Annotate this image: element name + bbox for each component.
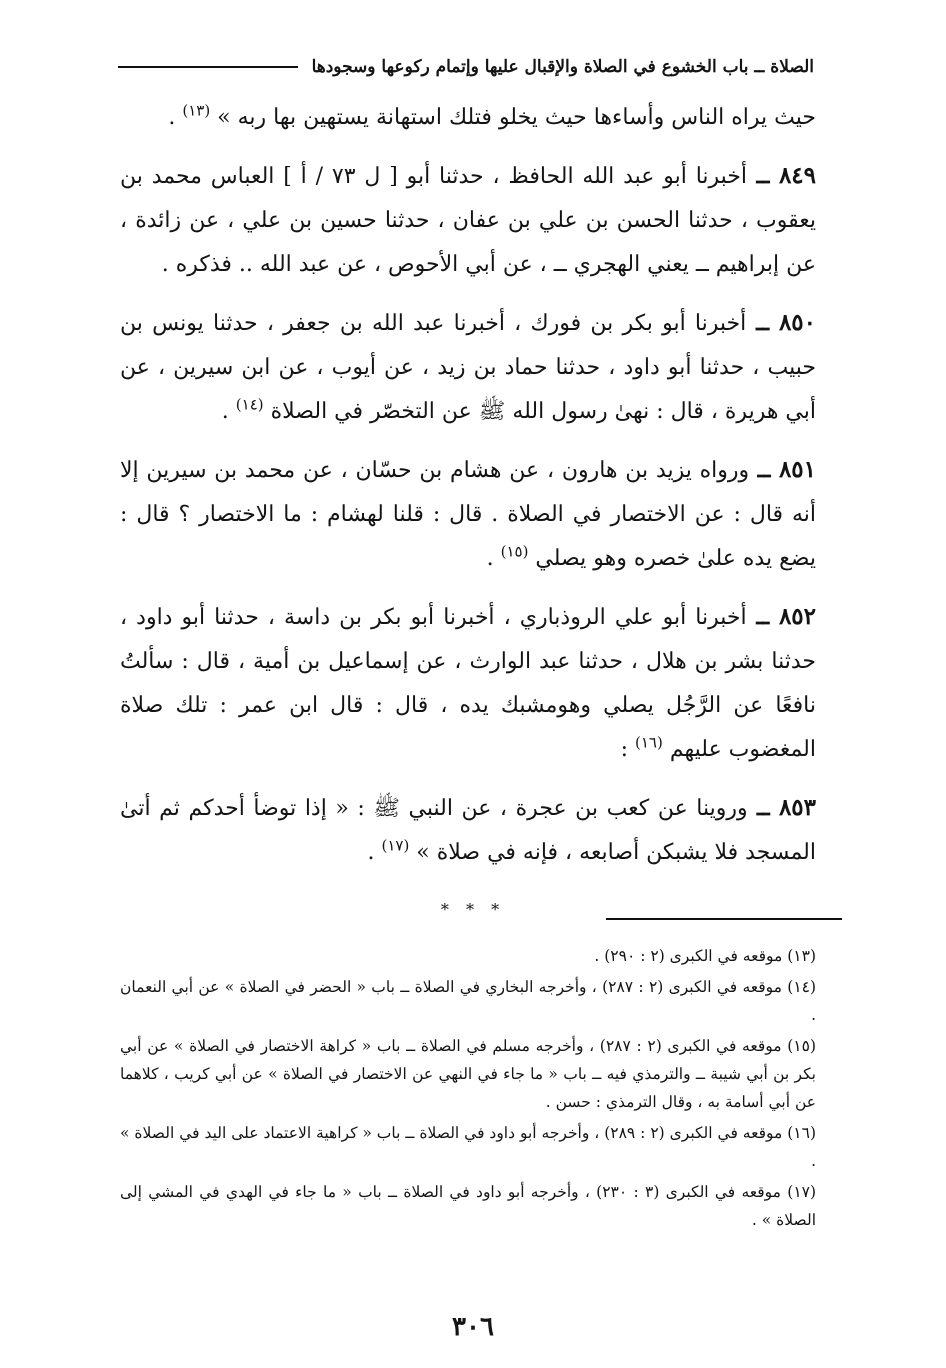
- footnote-14: (١٤) موقعه في الكبرى (٢ : ٢٨٧) ، وأخرجه البخاري في الصلاة ــ باب « الحضر في الصلاة » عن أبي النعمان .: [120, 978, 817, 1024]
- paragraph-end-punct: .: [486, 546, 501, 571]
- footnote-13: (١٣) موقعه في الكبرى (٢ : ٢٩٠) .: [594, 947, 816, 965]
- footnote-15: (١٥) موقعه في الكبرى (٢ : ٢٨٧) ، وأخرجه مسلم في الصلاة ــ باب « كراهة الاختصار في الصلاة » عن أبي بكر بن أبي شيبة ــ والترمذي فيه ــ باب « ما جاء في النهي عن الاختصار في الصلاة » عن أبي كريب ، كلاهما عن أبي أسامة به ، وقال الترمذي : حسن .: [120, 1037, 816, 1111]
- paragraph-text: أخبرنا أبو عبد الله الحافظ ، حدثنا أبو [ ل ٧٣ / أ ] العباس محمد بن يعقوب ، حدثنا الحسن بن علي بن عفان ، حدثنا حسين بن علي ، عن زائدة ، عن إبراهيم ــ يعني الهجري ــ ، عن أبي الأحوص ، عن عبد الله .. فذكره .: [120, 164, 816, 277]
- page-number: ٣٠٦: [452, 1312, 494, 1342]
- hadith-number: ٨٥٢: [778, 603, 816, 630]
- paragraph-continuation: [120, 96, 816, 140]
- paragraph-text: حيث يراه الناس وأساءها حيث يخلو فتلك استهانة يستهين بها ربه »: [217, 105, 816, 130]
- footnotes: [120, 942, 816, 1237]
- paragraph-text: ورواه يزيد بن هارون ، عن هشام بن حسّان ، عن محمد بن سيرين إلا أنه قال : عن الاختصار في الصلاة . قال : قلنا لهشام : ما الاختصار ؟ قال : يضع يده علىٰ خصره وهو يصلي: [120, 458, 816, 571]
- hadith-851: [120, 448, 816, 581]
- footnote-ref: (١٧): [381, 836, 410, 855]
- hadith-850: [120, 301, 816, 434]
- hadith-dash: ــ: [749, 457, 779, 483]
- footnote-17: (١٧) موقعه في الكبرى (٣ : ٢٣٠) ، وأخرجه أبو داود في الصلاة ــ باب « ما جاء في الهدي في المشي إلى الصلاة » .: [120, 1183, 817, 1229]
- footnote-ref: (١٥): [500, 542, 529, 561]
- hadith-853: [120, 786, 816, 875]
- hadith-dash: ــ: [746, 310, 779, 336]
- footnote-rule: [606, 918, 842, 920]
- running-head-title: الصلاة ــ باب الخشوع في الصلاة والإقبال عليها وإتمام ركوعها وسجودها: [311, 57, 814, 77]
- paragraph-end-punct: .: [221, 399, 236, 424]
- footnote-ref: (١٤): [235, 395, 264, 414]
- paragraph-text: أخبرنا أبو بكر بن فورك ، أخبرنا عبد الله بن جعفر ، حدثنا يونس بن حبيب ، حدثنا أبو داود ، حدثنا حماد بن زيد ، عن أيوب ، عن ابن سيرين ، عن أبي هريرة ، قال : نهىٰ رسول الله ﷺ عن التخصّر في الصلاة: [120, 311, 816, 424]
- hadith-849: [120, 154, 816, 287]
- hadith-number: ٨٥١: [778, 456, 816, 483]
- hadith-852: [120, 595, 816, 772]
- hadith-number: ٨٤٩: [778, 162, 816, 189]
- paragraph-end-punct: .: [367, 840, 382, 865]
- footnote-ref: (١٣): [182, 101, 211, 120]
- hadith-dash: ــ: [747, 163, 779, 189]
- paragraph-end-punct: .: [168, 105, 183, 130]
- section-separator: * * *: [440, 900, 506, 919]
- paragraph-end-punct: :: [620, 737, 636, 762]
- running-head: [118, 52, 814, 82]
- running-head-rule: [118, 66, 298, 68]
- paragraph-text: وروينا عن كعب بن عجرة ، عن النبي ﷺ : « إذا توضأ أحدكم ثم أتىٰ المسجد فلا يشبكن أصابعه ، فإنه في صلاة »: [120, 796, 816, 865]
- footnote-16: (١٦) موقعه في الكبرى (٢ : ٢٨٩) ، وأخرجه أبو داود في الصلاة ــ باب « كراهية الاعتماد على اليد في الصلاة » .: [120, 1124, 816, 1170]
- hadith-number: ٨٥٠: [778, 309, 816, 336]
- paragraph-text: أخبرنا أبو علي الروذباري ، أخبرنا أبو بكر بن داسة ، حدثنا أبو داود ، حدثنا بشر بن هلال ، حدثنا عبد الوارث ، عن إسماعيل بن أمية ، قال : سألتُ نافعًا عن الرَّجُل يصلي وهومشبك يده ، قال : قال ابن عمر : تلك صلاة المغضوب عليهم: [120, 605, 816, 762]
- hadith-dash: ــ: [746, 604, 779, 630]
- main-text: [120, 96, 816, 889]
- hadith-number: ٨٥٣: [778, 794, 816, 821]
- footnote-ref: (١٦): [635, 733, 663, 752]
- hadith-dash: ــ: [747, 795, 779, 821]
